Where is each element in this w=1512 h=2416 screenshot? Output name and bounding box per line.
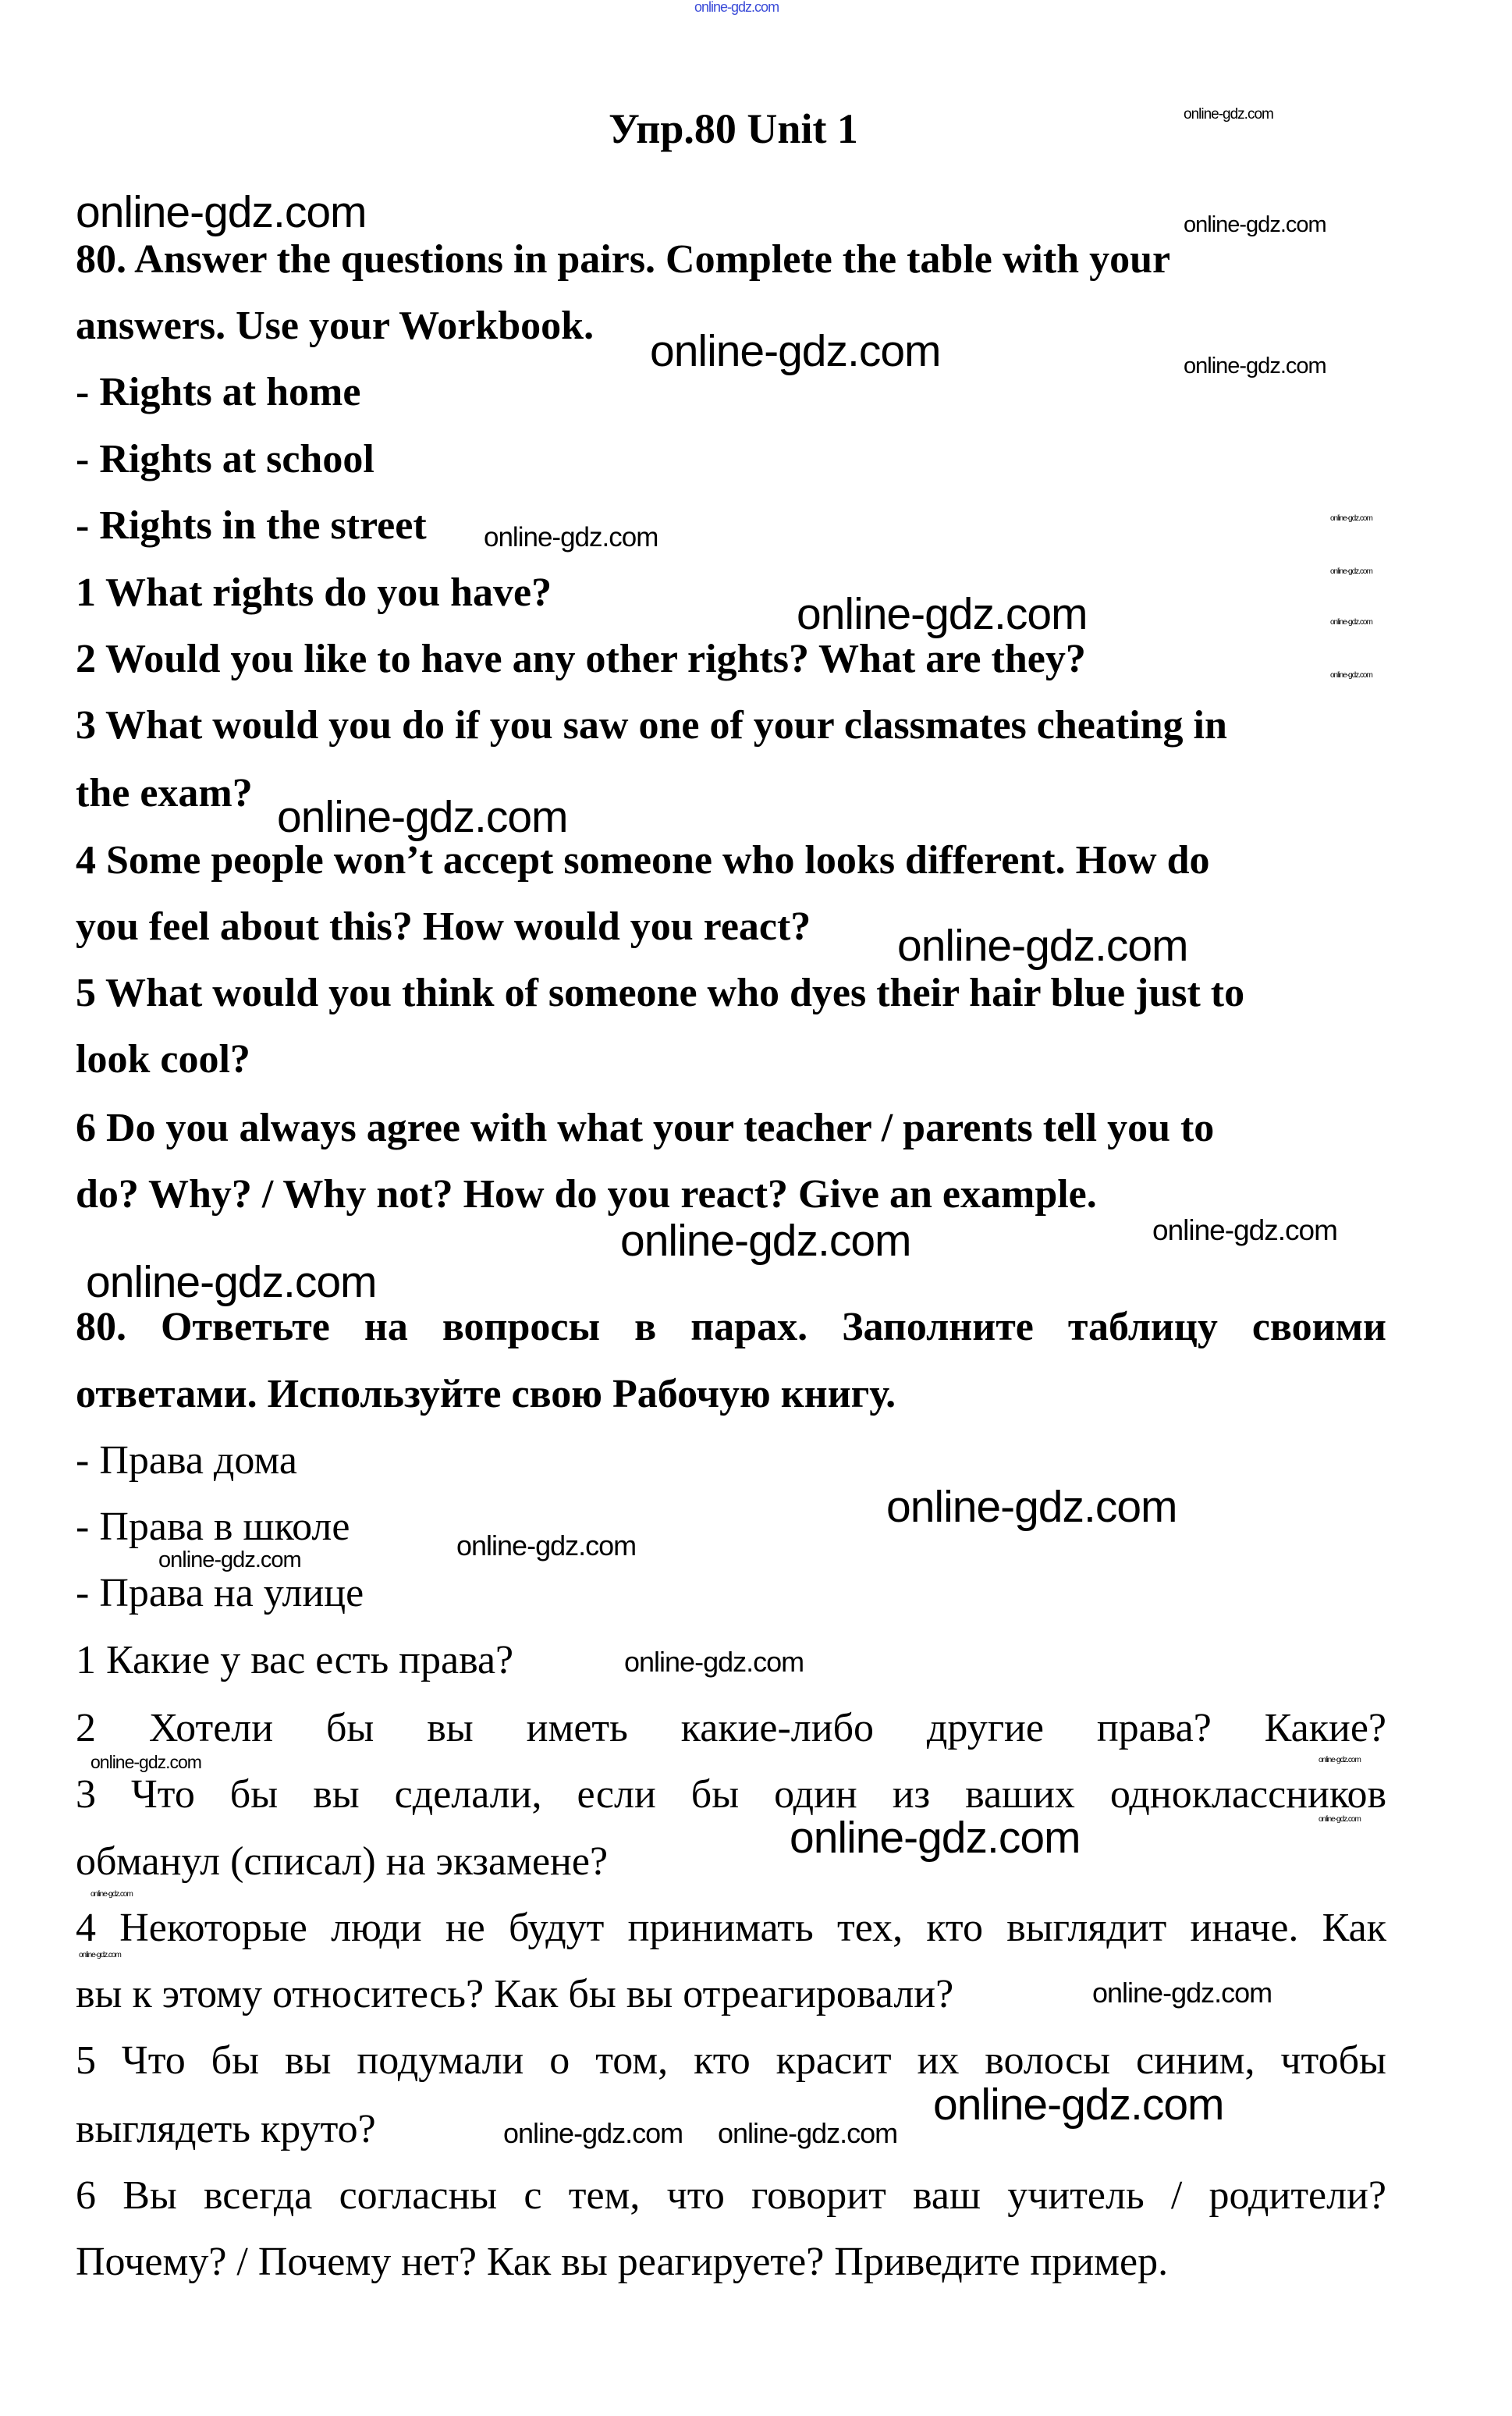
page-title: Упр.80 Unit 1 [609,105,858,152]
english-text-line: 4 Some people won’t accept someone who looks different. How do [76,838,1210,883]
watermark-text: online-gdz.com [790,1812,1081,1863]
watermark-text: online-gdz.com [79,1950,121,1959]
watermark-text: online-gdz.com [158,1547,301,1573]
russian-text-line: ответами. Используйте свою Рабочую книгу. [76,1372,896,1416]
english-text-line: the exam? [76,771,253,815]
watermark-text: online-gdz.com [718,2117,898,2150]
watermark-text: online-gdz.com [1319,1814,1361,1824]
russian-text-line: 80. Ответьте на вопросы в парах. Заполните таблицу своими [76,1305,1386,1349]
russian-text-line: - Права в школе [76,1505,350,1549]
russian-text-line: Почему? / Почему нет? Как вы реагируете? Приведите пример. [76,2240,1169,2284]
russian-text-line: вы к этому относитесь? Как бы вы отреагировали? [76,1972,954,2016]
watermark-text: online-gdz.com [91,1752,201,1773]
russian-text-line: 2 Хотели бы вы иметь какие-либо другие права? Какие? [76,1706,1386,1750]
english-text-line: - Rights at school [76,437,374,481]
english-text-line: answers. Use your Workbook. [76,304,595,348]
watermark-text: online-gdz.com [503,2117,683,2150]
english-text-line: - Rights in the street [76,503,427,548]
watermark-text: online-gdz.com [650,325,941,376]
watermark-text: online-gdz.com [1152,1213,1337,1246]
russian-text-line: 4 Некоторые люди не будут принимать тех, кто выглядит иначе. Как [76,1906,1386,1950]
watermark-text: online-gdz.com [933,2079,1224,2130]
watermark-text: online-gdz.com [897,920,1188,971]
watermark-text: online-gdz.com [76,187,367,237]
russian-text-line: 5 Что бы вы подумали о том, кто красит их волосы синим, чтобы [76,2038,1386,2083]
watermark-text: online-gdz.com [797,588,1088,639]
watermark-text: online-gdz.com [1330,617,1372,627]
watermark-text: online-gdz.com [91,1889,133,1899]
watermark-text: online-gdz.com [1330,567,1372,576]
watermark-text: online-gdz.com [456,1530,637,1562]
russian-text-line: обманул (списал) на экзамене? [76,1839,609,1884]
russian-text-line: 1 Какие у вас есть права? [76,1638,514,1682]
watermark-text: online-gdz.com [1184,212,1326,238]
watermark-text: online-gdz.com [694,0,779,16]
watermark-text: online-gdz.com [886,1481,1177,1532]
watermark-text: online-gdz.com [620,1215,911,1266]
watermark-text: online-gdz.com [86,1256,377,1307]
watermark-text: online-gdz.com [484,521,658,552]
english-text-line: 5 What would you think of someone who dyes their hair blue just to [76,971,1245,1015]
watermark-text: online-gdz.com [624,1646,804,1679]
watermark-text: online-gdz.com [1319,1755,1361,1764]
watermark-text: online-gdz.com [1184,354,1326,379]
russian-text-line: 3 Что бы вы сделали, если бы один из ваших одноклассников [76,1772,1386,1817]
watermark-text: online-gdz.com [1092,1977,1272,2009]
russian-text-line: - Права на улице [76,1571,364,1615]
russian-text-line: выглядеть круто? [76,2107,376,2151]
watermark-text: online-gdz.com [1184,105,1273,123]
english-text-line: you feel about this? How would you react? [76,904,811,949]
english-text-line: 80. Answer the questions in pairs. Complete the table with your [76,237,1171,282]
english-text-line: 1 What rights do you have? [76,570,552,615]
watermark-text: online-gdz.com [1330,513,1372,523]
english-text-line: - Rights at home [76,370,361,414]
english-text-line: 3 What would you do if you saw one of your classmates cheating in [76,703,1227,748]
watermark-text: online-gdz.com [1330,670,1372,680]
watermark-text: online-gdz.com [277,791,568,842]
russian-text-line: 6 Вы всегда согласны с тем, что говорит ваш учитель / родители? [76,2173,1386,2218]
russian-text-line: - Права дома [76,1438,297,1483]
english-text-line: look cool? [76,1037,250,1082]
english-text-line: do? Why? / Why not? How do you react? Give an example. [76,1172,1097,1217]
english-text-line: 2 Would you like to have any other rights? What are they? [76,637,1086,681]
english-text-line: 6 Do you always agree with what your teacher / parents tell you to [76,1106,1215,1150]
